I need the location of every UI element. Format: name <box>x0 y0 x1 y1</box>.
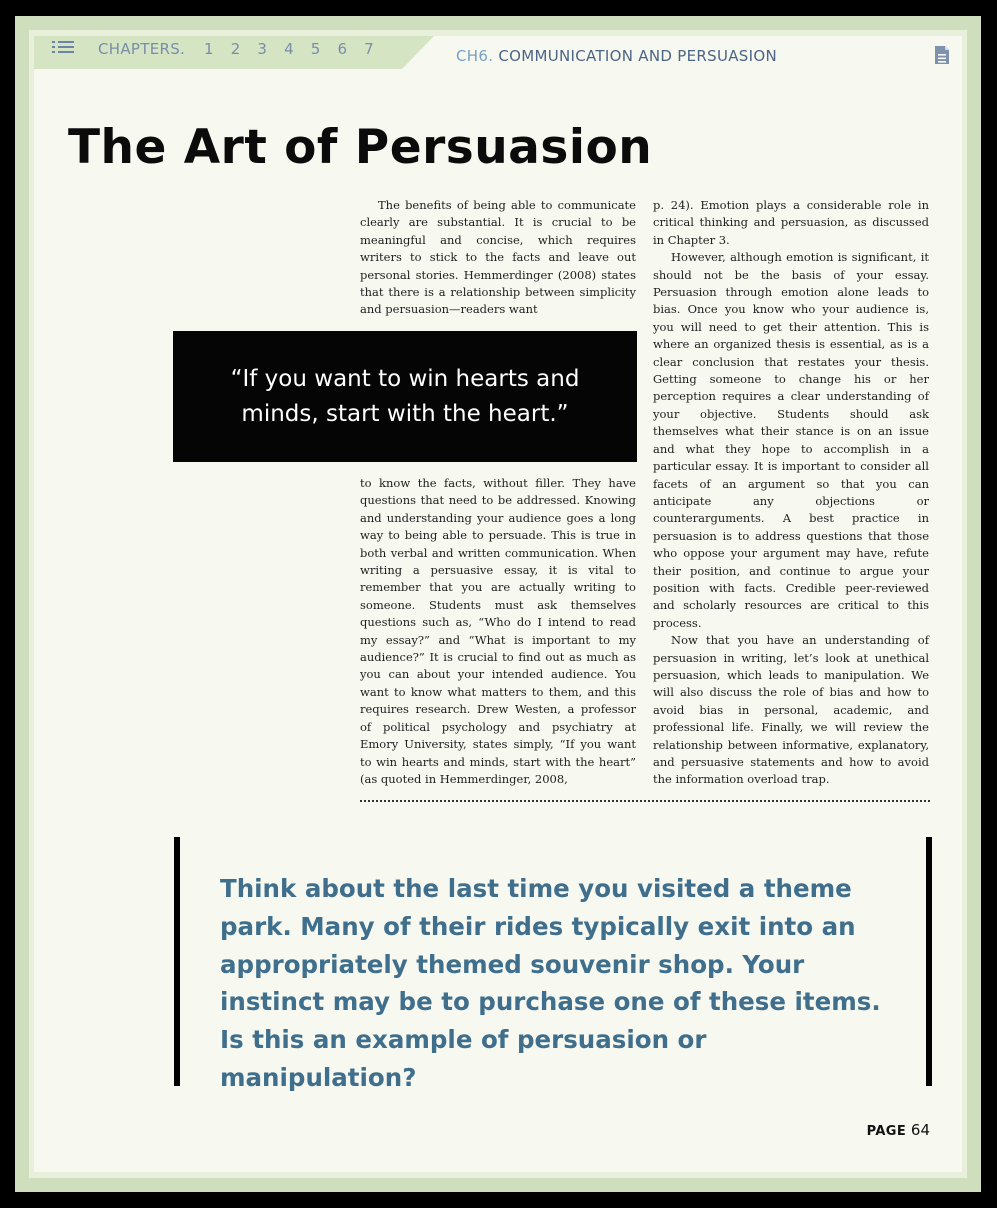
document-icon[interactable] <box>934 45 950 65</box>
paragraph: p. 24). Emotion plays a considerable role in critical thinking and persuasion, as discussed in Chapter 3. <box>653 198 929 247</box>
page-label: PAGE <box>866 1124 907 1139</box>
column-1-bottom <box>360 475 636 788</box>
chapter-link-2[interactable]: 2 <box>230 40 241 58</box>
paragraph: The benefits of being able to communicate clearly are substantial. It is crucial to be meaningful and concise, which requires writers to stick to the facts and leave out personal stories. Hemmerdinger (2008) states that there is a relationship between simplicity and persuasion—readers want <box>360 198 636 317</box>
section-divider <box>360 800 930 802</box>
current-chapter-title: COMMUNICATION AND PERSUASION <box>498 47 777 65</box>
reflection-callout: Think about the last time you visited a theme park. Many of their rides typically exit into an appropriately themed souvenir shop. Your instinct may be to purchase one of these items. Is this an example of persuasion or manipulation? <box>220 874 881 1092</box>
callout-border-left <box>174 837 180 1086</box>
hamburger-menu-icon[interactable] <box>52 40 76 58</box>
paragraph: Now that you have an understanding of persuasion in writing, let’s look at unethical persuasion, which leads to manipulation. We will also discuss the role of bias and how to avoid bias in personal, academic, and professional life. Finally, we will review the relationship between informative, explanatory, and persuasive statements and how to avoid the information overload trap. <box>653 633 929 787</box>
chapter-link-4[interactable]: 4 <box>284 40 294 58</box>
paragraph: However, although emotion is significant, it should not be the basis of your essay. Persuasion through emotion alone leads to bias. Once you know who your audience is, you will need to get their attention. This is where an organized thesis is essential, as is a clear conclusion that restates your thesis. Getting someone to change his or her perception requires a clear understanding of your objective. Students should ask themselves what their stance is on an issue and what they hope to accomplish in a particular essay. It is important to consider all facets of an argument so that you can anticipate any objections or counterarguments. A best practice in persuasion is to address questions that those who oppose your argument may have, refute their position, and continue to argue your position with facts. Credible peer-reviewed and scholarly resources are critical to this process. <box>653 250 929 630</box>
chapter-link-1[interactable]: 1 <box>204 40 214 58</box>
callout-border-right <box>926 837 932 1086</box>
chapter-links <box>204 40 391 58</box>
page-number-value: 64 <box>910 1121 930 1139</box>
column-1-top <box>360 197 636 319</box>
article-title: The Art of Persuasion <box>68 120 653 175</box>
current-chapter-number: CH6. <box>456 47 494 65</box>
paragraph: to know the facts, without filler. They have questions that need to be addressed. Knowing and understanding your audience goes a long way to being able to persuade. This is true in both verbal and written communication. When writing a persuasive essay, it is vital to remember that you are actually writing to someone. Students must ask themselves questions such as, “Who do I intend to read my essay?” and “What is important to my audience?” It is crucial to find out as much as you can about your intended audience. You want to know what matters to them, and this requires research. Drew Westen, a professor of political psychology and psychiatry at Emory University, states simply, “If you want to win hearts and minds, start with the heart” (as quoted in Hemmerdinger, 2008, <box>360 476 636 786</box>
column-2 <box>653 197 929 789</box>
chapter-link-6[interactable]: 6 <box>337 40 347 58</box>
chapter-link-3[interactable]: 3 <box>257 40 267 58</box>
chapter-link-7[interactable]: 7 <box>364 40 374 58</box>
pull-quote-text: “If you want to win hearts and minds, start with the heart.” <box>230 365 580 427</box>
chapters-label: CHAPTERS. <box>98 40 186 58</box>
page-number <box>867 1121 930 1139</box>
current-chapter-heading <box>456 47 777 65</box>
chapter-link-5[interactable]: 5 <box>310 40 321 58</box>
pull-quote <box>173 331 637 462</box>
